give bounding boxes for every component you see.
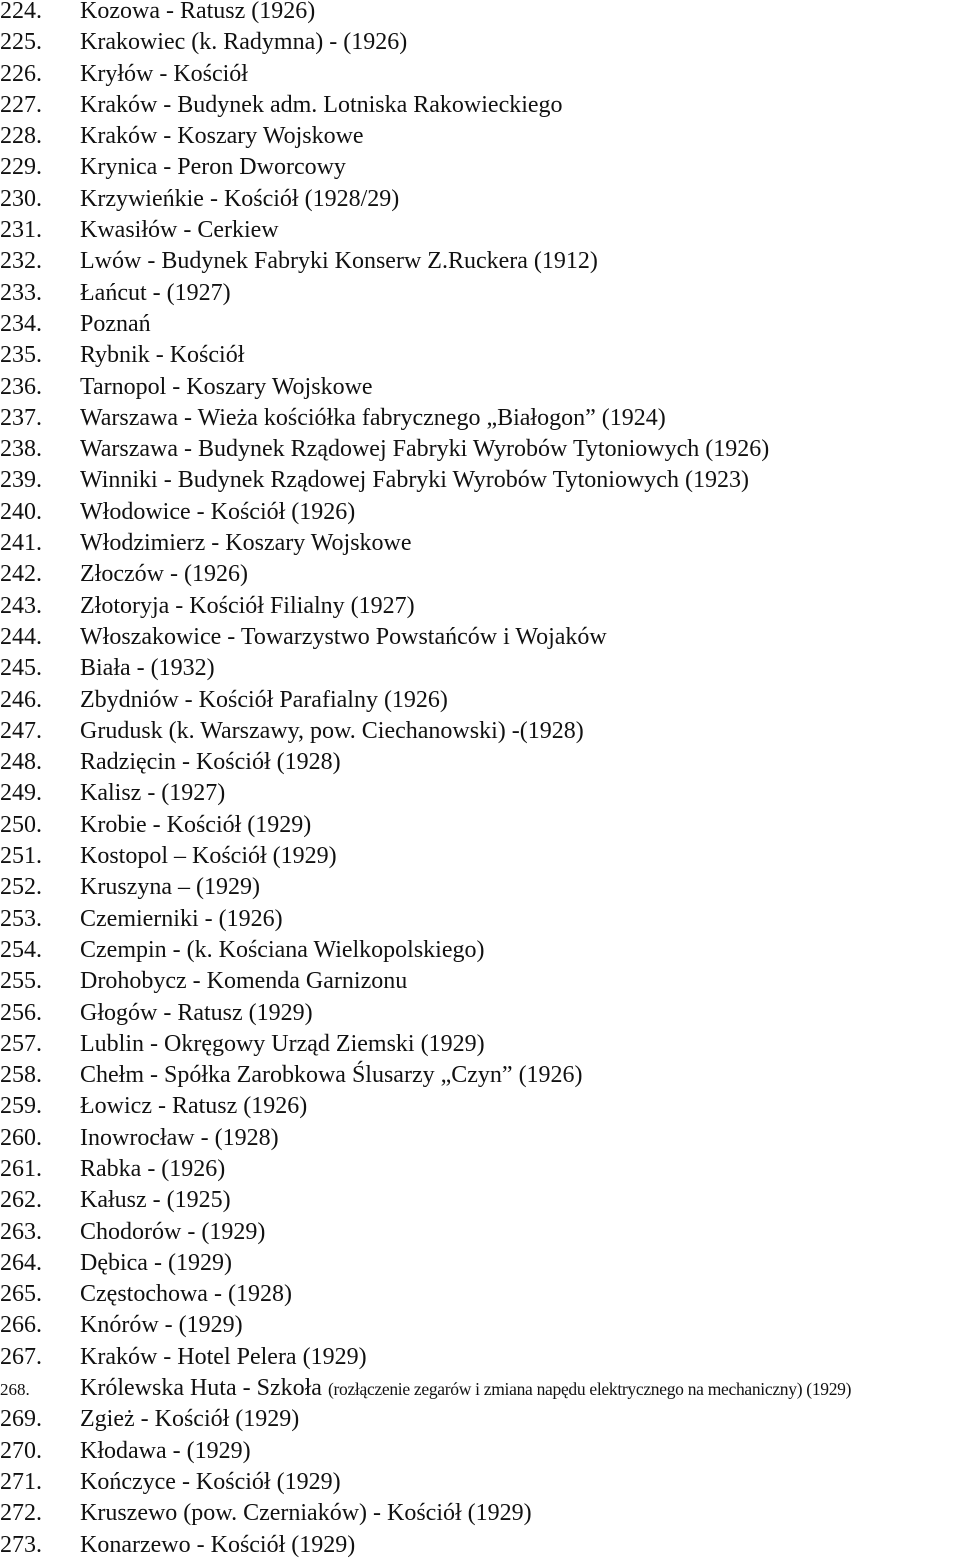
- list-item: [0, 1060, 960, 1091]
- list-item: [0, 1029, 960, 1060]
- entry-number: 259.: [0, 1093, 42, 1120]
- entry-number: 228.: [0, 123, 42, 150]
- entry-number: 273.: [0, 1531, 42, 1558]
- entry-number: 251.: [0, 843, 42, 870]
- list-item: [0, 966, 960, 997]
- entry-text: Kałusz - (1925): [80, 1187, 231, 1214]
- entry-text: Inowrocław - (1928): [80, 1124, 279, 1151]
- list-item: [0, 998, 960, 1029]
- list-item: [0, 1185, 960, 1216]
- list-item: [0, 1217, 960, 1248]
- entry-text: Radzięcin - Kościół (1928): [80, 749, 341, 776]
- entry-number: 268.: [0, 1380, 30, 1400]
- entry-text: Knórów - (1929): [80, 1312, 243, 1339]
- list-item: [0, 685, 960, 716]
- entry-text: Głogów - Ratusz (1929): [80, 999, 313, 1026]
- entry-number: 252.: [0, 874, 42, 901]
- entry-number: 266.: [0, 1312, 42, 1339]
- entry-text: Kruszewo (pow. Czerniaków) - Kościół (1929): [80, 1500, 532, 1527]
- list-item: [0, 309, 960, 340]
- entry-number: 270.: [0, 1437, 42, 1464]
- entry-number: 232.: [0, 248, 42, 275]
- entry-number: 234.: [0, 310, 42, 337]
- entry-number: 245.: [0, 655, 42, 682]
- entry-text: Łowicz - Ratusz (1926): [80, 1093, 308, 1120]
- entry-number: 255.: [0, 968, 42, 995]
- entry-number: 235.: [0, 342, 42, 369]
- entry-text: Chodorów - (1929): [80, 1218, 266, 1245]
- entry-number: 224.: [0, 0, 42, 24]
- list-item: [0, 1404, 960, 1435]
- entry-number: 227.: [0, 91, 42, 118]
- list-item: [0, 716, 960, 747]
- list-item: [0, 59, 960, 90]
- list-item: [0, 0, 960, 27]
- list-item: [0, 1248, 960, 1279]
- entry-text: Krzywieńkie - Kościół (1928/29): [80, 185, 400, 212]
- list-item: [0, 559, 960, 590]
- entry-text: Kozowa - Ratusz (1926): [80, 0, 316, 24]
- entry-text: Włoszakowice - Towarzystwo Powstańców i Wojaków: [80, 623, 607, 650]
- entry-number: 253.: [0, 905, 42, 932]
- entry-number: 242.: [0, 561, 42, 588]
- entry-number: 271.: [0, 1468, 42, 1495]
- list-item: [0, 340, 960, 371]
- entry-text: Warszawa - Budynek Rządowej Fabryki Wyrobów Tytoniowych (1926): [80, 436, 770, 463]
- entry-text: Kończyce - Kościół (1929): [80, 1468, 341, 1495]
- entry-text: Kraków - Koszary Wojskowe: [80, 123, 364, 150]
- entry-number: 226.: [0, 60, 42, 87]
- entry-text: Krakowiec (k. Radymna) - (1926): [80, 29, 408, 56]
- entry-number: 230.: [0, 185, 42, 212]
- list-item: [0, 747, 960, 778]
- entry-number: 263.: [0, 1218, 42, 1245]
- entry-text: Lwów - Budynek Fabryki Konserw Z.Ruckera (1912): [80, 248, 598, 275]
- list-item: [0, 1123, 960, 1154]
- entry-text: Krynica - Peron Dworcowy: [80, 154, 346, 181]
- entry-number: 249.: [0, 780, 42, 807]
- entry-number: 258.: [0, 1062, 42, 1089]
- entry-number: 254.: [0, 936, 42, 963]
- entry-number: 264.: [0, 1249, 42, 1276]
- entry-text: Kraków - Hotel Pelera (1929): [80, 1343, 367, 1370]
- entry-text: Czempin - (k. Kościana Wielkopolskiego): [80, 936, 485, 963]
- entry-number: 250.: [0, 811, 42, 838]
- entry-text: Poznań: [80, 310, 151, 337]
- entry-number: 256.: [0, 999, 42, 1026]
- list-item: [0, 372, 960, 403]
- entry-number: 233.: [0, 279, 42, 306]
- entry-text: Kostopol – Kościół (1929): [80, 843, 337, 870]
- entry-number: 269.: [0, 1406, 42, 1433]
- list-item: [0, 872, 960, 903]
- list-item: [0, 1154, 960, 1185]
- entry-text: Tarnopol - Koszary Wojskowe: [80, 373, 373, 400]
- entry-number: 238.: [0, 436, 42, 463]
- entry-text: Krobie - Kościół (1929): [80, 811, 312, 838]
- list-item: [0, 497, 960, 528]
- list-item: [0, 622, 960, 653]
- list-item: [0, 27, 960, 58]
- entry-text: Królewska Huta - Szkoła: [80, 1375, 328, 1402]
- entry-number: 272.: [0, 1500, 42, 1527]
- entry-text: Częstochowa - (1928): [80, 1281, 292, 1308]
- entry-number: 225.: [0, 29, 42, 56]
- entry-text: Łańcut - (1927): [80, 279, 231, 306]
- entry-text: Włodzimierz - Koszary Wojskowe: [80, 530, 412, 557]
- list-item: [0, 1342, 960, 1373]
- list-item: [0, 246, 960, 277]
- entry-number: 244.: [0, 623, 42, 650]
- entry-text: Grudusk (k. Warszawy, pow. Ciechanowski) -(1928): [80, 717, 584, 744]
- entry-text: Kłodawa - (1929): [80, 1437, 251, 1464]
- list-item: [0, 1467, 960, 1498]
- list-item: [0, 935, 960, 966]
- list-item: [0, 1530, 960, 1561]
- list-item: [0, 121, 960, 152]
- list-item: [0, 810, 960, 841]
- entry-text: Czemierniki - (1926): [80, 905, 283, 932]
- entry-number: 260.: [0, 1124, 42, 1151]
- entry-text-with-note: [80, 1373, 960, 1405]
- entry-number: 261.: [0, 1155, 42, 1182]
- entry-text: Złoczów - (1926): [80, 561, 248, 588]
- entry-number: 241.: [0, 530, 42, 557]
- list-item: [0, 591, 960, 622]
- list-item: [0, 434, 960, 465]
- entry-number: 240.: [0, 498, 42, 525]
- entry-number: 247.: [0, 717, 42, 744]
- entry-number: 265.: [0, 1281, 42, 1308]
- list-item: [0, 1279, 960, 1310]
- entry-text: Zgież - Kościół (1929): [80, 1406, 300, 1433]
- list-item: [0, 1091, 960, 1122]
- entry-text: Winniki - Budynek Rządowej Fabryki Wyrobów Tytoniowych (1923): [80, 467, 749, 494]
- list-item: [0, 904, 960, 935]
- entry-text: Warszawa - Wieża kościółka fabrycznego „Białogon” (1924): [80, 404, 666, 431]
- entry-note: (rozłączenie zegarów i zmiana napędu elektrycznego na mechaniczny) (1929): [327, 1379, 852, 1400]
- list-item: [0, 1310, 960, 1341]
- entry-text: Włodowice - Kościół (1926): [80, 498, 356, 525]
- entry-number: 267.: [0, 1343, 42, 1370]
- list-item: [0, 528, 960, 559]
- list-item: [0, 1373, 960, 1404]
- list-item: [0, 403, 960, 434]
- entry-text: Rabka - (1926): [80, 1155, 226, 1182]
- entry-text: Kalisz - (1927): [80, 780, 226, 807]
- entry-number: 237.: [0, 404, 42, 431]
- list-item: [0, 841, 960, 872]
- list-item: [0, 653, 960, 684]
- entry-number: 246.: [0, 686, 42, 713]
- list-item: [0, 1436, 960, 1467]
- entry-text: Drohobycz - Komenda Garnizonu: [80, 968, 408, 995]
- list-item: [0, 152, 960, 183]
- list-item: [0, 278, 960, 309]
- list-item: [0, 778, 960, 809]
- list-item: [0, 465, 960, 496]
- entry-number: 231.: [0, 217, 42, 244]
- entry-text: Biała - (1932): [80, 655, 215, 682]
- entry-text: Kruszyna – (1929): [80, 874, 260, 901]
- list-item: [0, 90, 960, 121]
- entry-number: 239.: [0, 467, 42, 494]
- entry-text: Dębica - (1929): [80, 1249, 232, 1276]
- entry-text: Chełm - Spółka Zarobkowa Ślusarzy „Czyn” (1926): [80, 1062, 583, 1089]
- entry-number: 236.: [0, 373, 42, 400]
- entry-text: Złotoryja - Kościół Filialny (1927): [80, 592, 415, 619]
- entry-number: 248.: [0, 749, 42, 776]
- entry-text: Lublin - Okręgowy Urząd Ziemski (1929): [80, 1030, 485, 1057]
- entry-text: Rybnik - Kościół: [80, 342, 245, 369]
- entry-text: Kwasiłów - Cerkiew: [80, 217, 279, 244]
- entry-text: Konarzewo - Kościół (1929): [80, 1531, 356, 1558]
- entry-number: 262.: [0, 1187, 42, 1214]
- list-item: [0, 215, 960, 246]
- entry-text: Kryłów - Kościół: [80, 60, 248, 87]
- entry-text: Kraków - Budynek adm. Lotniska Rakowieckiego: [80, 91, 563, 118]
- entry-number: 243.: [0, 592, 42, 619]
- list-item: [0, 1498, 960, 1529]
- entry-number: 229.: [0, 154, 42, 181]
- entry-text: Zbydniów - Kościół Parafialny (1926): [80, 686, 448, 713]
- list-item: [0, 184, 960, 215]
- entry-number: 257.: [0, 1030, 42, 1057]
